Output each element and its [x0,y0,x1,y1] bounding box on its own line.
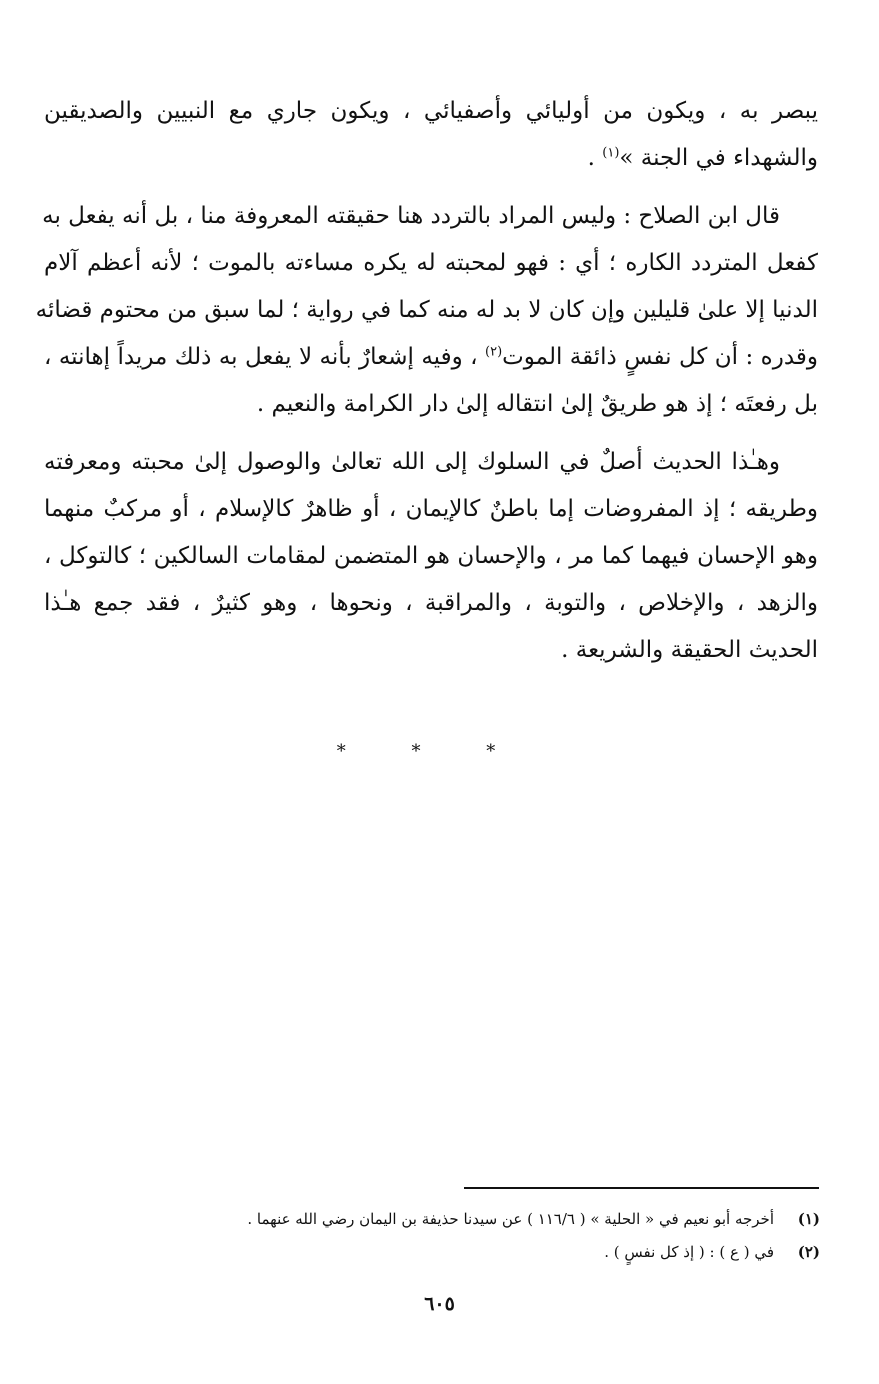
footnote-divider [464,1187,819,1189]
footnote [44,1203,820,1236]
text-fragment: ، وفيه إشعارٌ بأنه لا يفعل به ذلك مريداً إهانته ، [44,344,485,370]
footnote-reference: (٢) [485,344,503,360]
text-line [44,334,818,381]
page-number: ٦٠٥ [424,1293,455,1315]
text-fragment: وقدره : أن كل نفسٍ ذائقة الموت [502,344,818,370]
text-line: يبصر به ، ويكون من أوليائي وأصفيائي ، ويكون جاري مع النبيين والصديقين [44,98,818,124]
footnote [44,1236,820,1269]
footnote-text: أخرجه أبو نعيم في « الحلية » ( ١١٦/٦ ) عن سيدنا حذيفة بن اليمان رضي الله عنهما . [247,1210,774,1228]
text-line: الحديث الحقيقة والشريعة . [561,637,818,663]
text-line: بل رفعتَه ؛ إذ هو طريقٌ إلىٰ انتقاله إلىٰ دار الكرامة والنعيم . [256,391,818,417]
text-line: الدنيا إلا علىٰ قليلين وإن كان لا بد له منه كما في رواية ؛ لما سبق من محتوم قضائه [35,297,818,323]
text-line: وهو الإحسان فيهما كما مر ، والإحسان هو المتضمن لمقامات السالكين ؛ كالتوكل ، [44,543,818,569]
footnotes [44,1203,820,1269]
text-line: قال ابن الصلاح : وليس المراد بالتردد هنا حقيقته المعروفة منا ، بل أنه يفعل به [42,203,780,229]
footnote-text: في ( ع ) : ( إذ كل نفسٍ ) . [604,1243,774,1261]
text-line: والزهد ، والإخلاص ، والتوبة ، والمراقبة ، ونحوها ، وهو كثيرٌ ، فقد جمع هـٰذا [44,590,818,616]
text-line: كفعل المتردد الكاره ؛ أي : فهو لمحبته له يكره مساءته بالموت ؛ لأنه أعظم آلام [44,250,818,276]
text-fragment: . [587,145,603,171]
footnote-number: (١) [797,1210,820,1228]
text-line: وطريقه ؛ إذ المفروضات إما باطنٌ كالإيمان ، أو ظاهرٌ كالإسلام ، أو مركبٌ منهما [44,496,818,522]
text-line: وهـٰذا الحديث أصلٌ في السلوك إلى الله تعالىٰ والوصول إلىٰ محبته ومعرفته [44,449,780,475]
section-separator: * * * [336,741,526,762]
text-fragment: والشهداء في الجنة » [619,145,818,171]
footnote-number: (٢) [797,1243,820,1261]
footnote-reference: (١) [602,145,620,161]
text-line [44,135,818,182]
main-text [35,88,818,762]
